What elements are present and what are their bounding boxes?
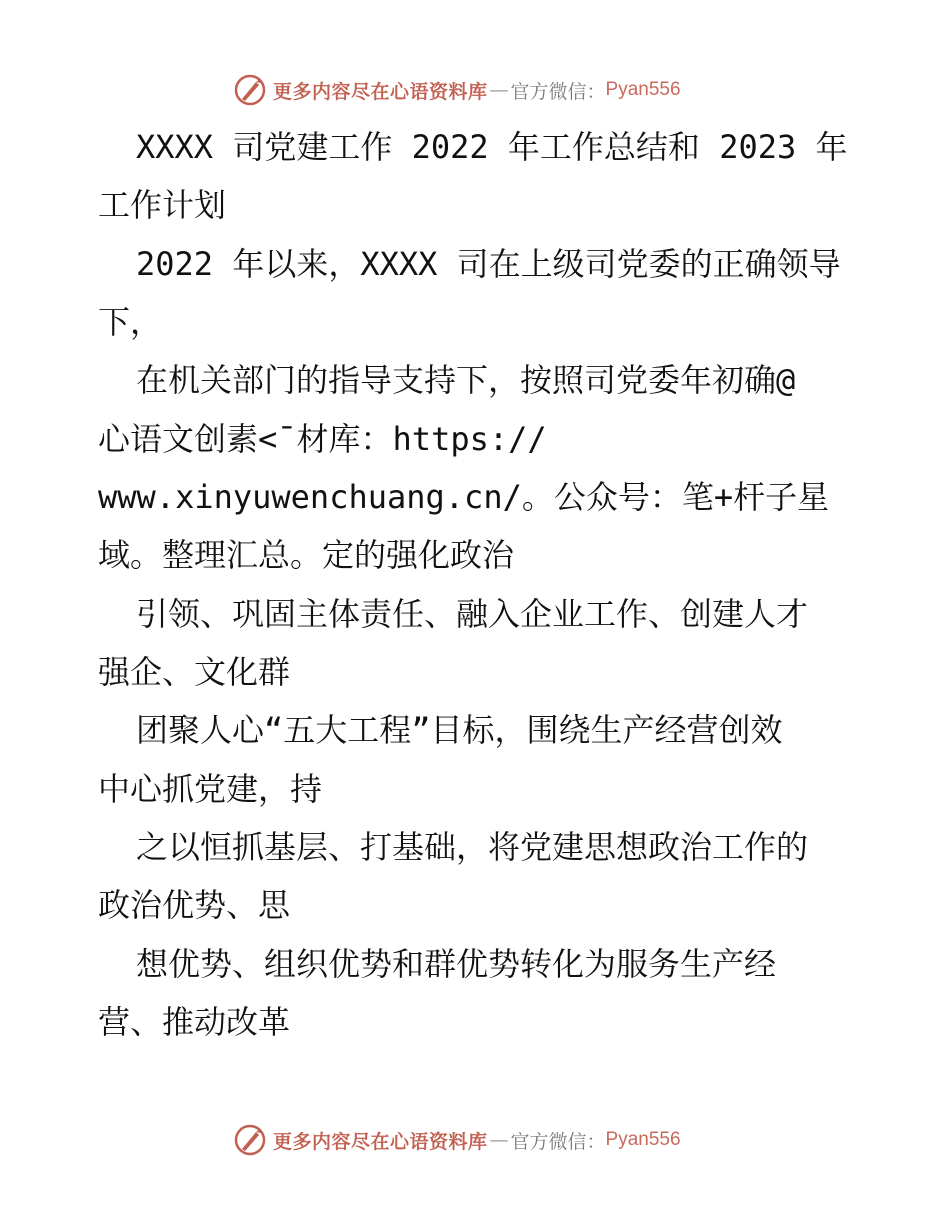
doc-line: 强企、文化群 [98, 653, 291, 691]
watermark-wechat-id: Pyan556 [605, 1129, 681, 1150]
watermark-dash: — [489, 1129, 509, 1151]
doc-line: 2022 年以来，XXXX 司在上级司党委的正确领导 [136, 245, 841, 283]
doc-line: 心语文创素<¯材库：https:// [98, 420, 547, 458]
doc-line: 工作计划 [98, 186, 227, 224]
doc-line: 政治优势、思 [98, 886, 291, 924]
watermark-brand: 更多内容尽在心语资料库 [273, 1130, 488, 1153]
watermark-wechat-label: 官方微信： [510, 80, 606, 103]
watermark-wechat-label: 官方微信： [510, 1130, 606, 1153]
doc-line: 营、推动改革 [98, 1003, 291, 1041]
watermark-wechat-id: Pyan556 [605, 79, 681, 100]
watermark-dash: — [489, 79, 509, 101]
doc-line: 域。整理汇总。定的强化政治 [98, 536, 515, 574]
doc-line: 引领、巩固主体责任、融入企业工作、创建人才 [136, 595, 809, 633]
doc-line: www.xinyuwenchuang.cn/。公众号：笔+杆子星 [98, 478, 830, 516]
doc-line: 想优势、组织优势和群优势转化为服务生产经 [136, 945, 777, 983]
doc-line: 在机关部门的指导支持下，按照司党委年初确@ [136, 361, 796, 399]
quill-logo-icon [233, 1123, 267, 1157]
doc-line: 中心抓党建，持 [98, 770, 323, 808]
doc-line: XXXX 司党建工作 2022 年工作总结和 2023 年 [136, 128, 848, 166]
doc-line: 团聚人心“五大工程”目标，围绕生产经营创效 [136, 711, 783, 749]
watermark-brand: 更多内容尽在心语资料库 [273, 80, 488, 103]
doc-line: 下， [98, 303, 163, 341]
doc-line: 之以恒抓基层、打基础，将党建思想政治工作的 [136, 828, 809, 866]
footer-watermark [233, 1120, 681, 1160]
